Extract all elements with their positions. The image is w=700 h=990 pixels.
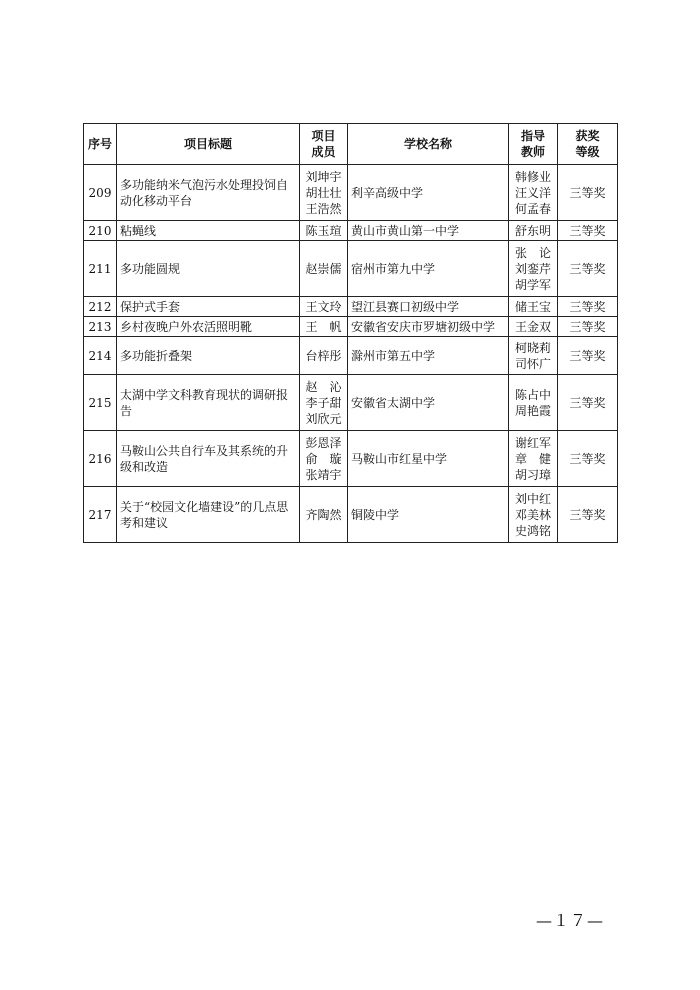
awards-table [83,123,618,543]
header-award [558,124,618,165]
advisor-name: 史鸿铭 [514,523,551,538]
cell-advisors [509,241,558,297]
advisor-name: 柯晓莉 [514,340,551,355]
cell-award: 三等奖 [558,431,618,487]
member-name: 李子甜 [305,395,342,410]
advisor-name: 刘銮芹 [514,261,551,276]
advisor-name: 胡学军 [514,277,551,292]
cell-advisors [509,337,558,375]
cell-members [300,165,348,221]
cell-members [300,431,348,487]
member-name: 陈玉瑄 [305,223,342,238]
cell-school: 利辛高级中学 [348,165,509,221]
cell-award: 三等奖 [558,337,618,375]
cell-advisors [509,221,558,241]
cell-school: 安徽省太湖中学 [348,375,509,431]
advisor-name: 何孟春 [514,201,551,216]
page-number: —１７— [536,911,605,930]
cell-award: 三等奖 [558,487,618,543]
cell-title: 多功能折叠架 [117,337,300,375]
header-seq: 序号 [84,124,117,165]
header-members [300,124,348,165]
cell-title: 乡村夜晚户外农活照明靴 [117,317,300,337]
cell-title: 粘蝇线 [117,221,300,241]
cell-members [300,487,348,543]
advisor-name: 汪义洋 [514,185,551,200]
cell-award: 三等奖 [558,317,618,337]
cell-advisors [509,297,558,317]
cell-members [300,337,348,375]
advisor-name: 储王宝 [514,299,551,314]
cell-school: 铜陵中学 [348,487,509,543]
advisor-name: 邓美林 [514,507,551,522]
member-name: 刘欣元 [305,411,342,426]
advisor-name: 刘中红 [514,491,551,506]
cell-award: 三等奖 [558,241,618,297]
cell-advisors [509,375,558,431]
cell-award: 三等奖 [558,221,618,241]
cell-members [300,375,348,431]
cell-school: 望江县赛口初级中学 [348,297,509,317]
header-advisors [509,124,558,165]
member-name: 彭恩泽 [305,435,342,450]
cell-seq: 210 [84,221,117,241]
advisor-name: 谢红军 [514,435,551,450]
cell-seq: 212 [84,297,117,317]
table-row [84,337,618,375]
header-advisors-line: 指导 [520,129,545,143]
cell-award: 三等奖 [558,165,618,221]
cell-school: 安徽省安庆市罗塘初级中学 [348,317,509,337]
cell-seq: 213 [84,317,117,337]
cell-title: 多功能圆规 [117,241,300,297]
advisor-name: 陈占中 [514,387,551,402]
member-name: 张靖宇 [305,467,342,482]
member-name: 赵崇儒 [305,261,342,276]
header-award-line: 等级 [575,145,600,159]
header-award-line: 获奖 [575,129,600,143]
header-members-line: 项目 [311,129,336,143]
advisor-name: 王金双 [514,319,551,334]
cell-seq: 217 [84,487,117,543]
advisor-name: 周艳霞 [514,403,551,418]
advisor-name: 章 健 [514,451,551,466]
cell-school: 滁州市第五中学 [348,337,509,375]
member-name: 齐陶然 [305,507,342,522]
table-row [84,221,618,241]
header-school: 学校名称 [348,124,509,165]
cell-members [300,221,348,241]
cell-members [300,241,348,297]
cell-title: 保护式手套 [117,297,300,317]
header-title: 项目标题 [117,124,300,165]
header-members-line: 成员 [311,145,336,159]
cell-advisors [509,487,558,543]
cell-seq: 216 [84,431,117,487]
cell-award: 三等奖 [558,375,618,431]
table-row [84,297,618,317]
cell-advisors [509,317,558,337]
member-name: 胡壮壮 [305,185,342,200]
cell-seq: 214 [84,337,117,375]
table-row [84,375,618,431]
cell-title: 马鞍山公共自行车及其系统的升级和改造 [117,431,300,487]
table-row [84,165,618,221]
table-row [84,317,618,337]
advisor-name: 舒东明 [514,223,551,238]
header-advisors-line: 教师 [520,145,545,159]
table-row [84,487,618,543]
table-body [84,165,618,543]
member-name: 赵 沁 [305,379,342,394]
member-name: 台梓彤 [305,348,342,363]
cell-school: 宿州市第九中学 [348,241,509,297]
member-name: 刘坤宇 [305,169,342,184]
advisor-name: 张 论 [514,245,551,260]
advisor-name: 司怀广 [514,356,551,371]
cell-school: 马鞍山市红星中学 [348,431,509,487]
table-row [84,241,618,297]
cell-title: 关于“校园文化墙建设”的几点思考和建议 [117,487,300,543]
cell-advisors [509,165,558,221]
cell-members [300,317,348,337]
member-name: 俞 璇 [305,451,342,466]
cell-school: 黄山市黄山第一中学 [348,221,509,241]
table-row [84,431,618,487]
cell-title: 太湖中学文科教育现状的调研报告 [117,375,300,431]
table-header-row [84,124,618,165]
member-name: 王 帆 [305,319,342,334]
cell-advisors [509,431,558,487]
member-name: 王文玲 [305,299,342,314]
cell-seq: 215 [84,375,117,431]
advisor-name: 韩修业 [514,169,551,184]
member-name: 王浩然 [305,201,342,216]
advisor-name: 胡习璋 [514,467,551,482]
cell-award: 三等奖 [558,297,618,317]
cell-title: 多功能纳米气泡污水处理投饲自动化移动平台 [117,165,300,221]
cell-seq: 211 [84,241,117,297]
cell-seq: 209 [84,165,117,221]
cell-members [300,297,348,317]
